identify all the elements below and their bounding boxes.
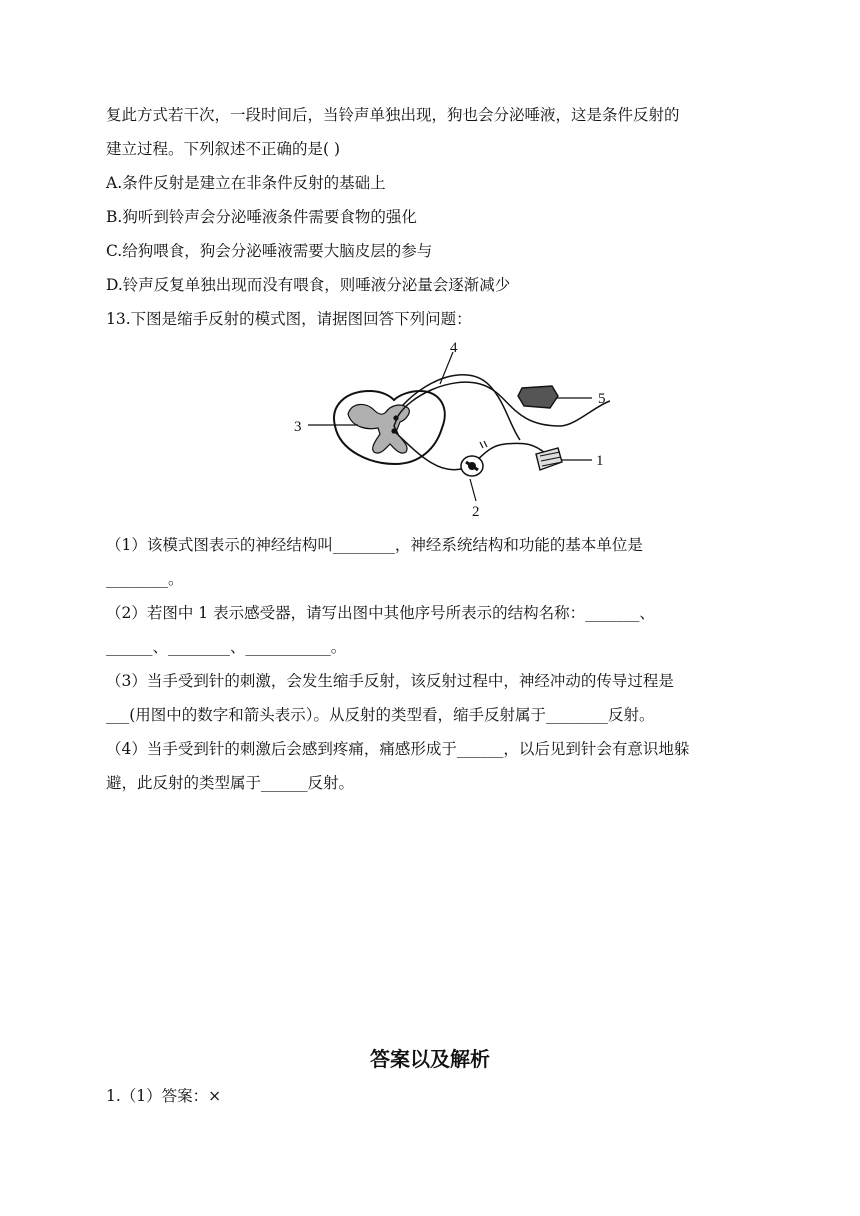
q12-option-d: D.铃声反复单独出现而没有喂食，则唾液分泌量会逐渐减少 — [106, 276, 511, 294]
q13-sub1-line-2: ________。 — [106, 570, 184, 588]
q13-sub1-line-1: （1）该模式图表示的神经结构叫________，神经系统结构和功能的基本单位是 — [106, 536, 643, 554]
q13-sub2-line-1: （2）若图中 1 表示感受器，请写出图中其他序号所表示的结构名称：_______、 — [106, 604, 655, 622]
label-2: 2 — [472, 504, 480, 520]
q13-sub4-line-1: （4）当手受到针的刺激后会感到疼痛，痛感形成于______，以后见到针会有意识地躲 — [106, 740, 690, 758]
label-4: 4 — [450, 340, 458, 356]
answer-1: 1.（1）答案：× — [106, 1087, 222, 1105]
label-3: 3 — [294, 419, 302, 435]
q12-option-a: A.条件反射是建立在非条件反射的基础上 — [106, 174, 386, 192]
effector-5 — [518, 386, 558, 408]
label-5: 5 — [598, 391, 606, 407]
q13-sub4-line-2: 避，此反射的类型属于______反射。 — [106, 774, 355, 792]
q12-line-2: 建立过程。下列叙述不正确的是( ) — [106, 140, 341, 158]
answers-title: 答案以及解析 — [370, 1047, 490, 1071]
q12-option-c: C.给狗喂食，狗会分泌唾液需要大脑皮层的参与 — [106, 242, 433, 260]
q13-sub2-line-2: ______、________、___________。 — [106, 638, 347, 656]
q12-option-b: B.狗听到铃声会分泌唾液条件需要食物的强化 — [106, 208, 417, 226]
q13-sub3-line-1: （3）当手受到针的刺激，会发生缩手反射，该反射过程中，神经冲动的传导过程是 — [106, 672, 674, 690]
label-1: 1 — [596, 453, 604, 469]
q12-line-1: 复此方式若干次，一段时间后，当铃声单独出现，狗也会分泌唾液，这是条件反射的 — [106, 106, 680, 124]
q13-stem: 13.下图是缩手反射的模式图，请据图回答下列问题： — [106, 310, 472, 328]
reflex-arc-diagram — [290, 336, 630, 522]
q13-sub3-line-2: ___(用图中的数字和箭头表示）。从反射的类型看，缩手反射属于________反射。 — [106, 706, 655, 724]
